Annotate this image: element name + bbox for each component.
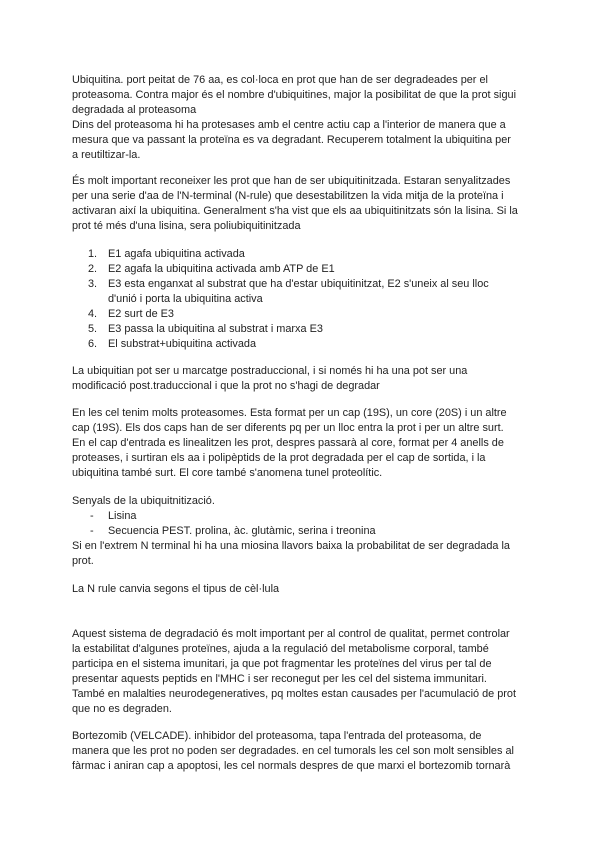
paragraph-n-rule <box>72 174 534 234</box>
paragraph-n-rule-cell <box>72 582 534 597</box>
text-line: modificació post.traduccional i que la prot no s'hagi de degradar <box>72 380 380 392</box>
text-line: presentar aquests peptids en l'MHC i ser reconegut per les cel del sistema immunitari. <box>72 673 487 685</box>
text-line: proteasoma. Contra major és el nombre d'ubiquitines, major la posibilitat de que la prot sigui <box>72 89 516 101</box>
text-line: a reutiltizar-la. <box>72 149 141 161</box>
paragraph-ubiquitina <box>72 73 534 163</box>
text-line: Si en l'extrem N terminal hi ha una miosina llavors baixa la probabilitat de ser degradada la <box>72 540 510 552</box>
list-item <box>72 509 534 524</box>
text-line: activaran així la ubiquitina. Generalment s'ha vist que els aa ubiquitinitzats són la lisina. Si la <box>72 205 518 217</box>
list-item <box>72 337 534 352</box>
list-item <box>72 277 534 307</box>
text-line: Ubiquitina. port peitat de 76 aa, es col·loca en prot que han de ser degradeades per el <box>72 74 488 86</box>
list-number: 3. <box>88 278 98 290</box>
text-line: participa en el sistema imunitari, ja que pot fragmentar les proteïnes del virus per tal de <box>72 658 492 670</box>
text-line: En les cel tenim molts proteasomes. Esta format per un cap (19S), un core (20S) i un altre <box>72 407 507 419</box>
list-item <box>72 247 534 262</box>
list-number: 6. <box>88 338 98 350</box>
text-line: També en malalties neurodegeneratives, pq moltes estan causades per l'acumulació de prot <box>72 688 517 700</box>
text-line: És molt important reconeixer les prot que han de ser ubiquitinitzada. Estaran senyalitzades <box>72 175 511 187</box>
text-line: Aquest sistema de degradació és molt important per al control de qualitat, permet controlar <box>72 628 510 640</box>
text-line: prot. <box>72 555 94 567</box>
section-senyals <box>72 494 534 569</box>
text-line: que no es degraden. <box>72 703 172 715</box>
paragraph-bortezomib <box>72 729 534 774</box>
text-line: Dins del proteasoma hi ha protesases amb el centre actiu cap a l'interior de manera que a <box>72 119 506 131</box>
text-line: proteases, i surtiran els aa i polipèptids de la prot degradada per el cap de sortida, i la <box>72 452 486 464</box>
text-line: per una serie d'aa de l'N-terminal (N-rule) que desestabilitzen la vida mitja de la proteïna i <box>72 190 504 202</box>
list-item-text: El substrat+ubiquitina activada <box>108 338 257 350</box>
list-item-text: Lisina <box>108 510 137 522</box>
list-item-text: E2 surt de E3 <box>108 308 174 320</box>
text-line: degradada al proteasoma <box>72 104 197 116</box>
list-item-text: E1 agafa ubiquitina activada <box>108 248 245 260</box>
list-number: 1. <box>88 248 98 260</box>
list-item-text: E3 esta enganxat al substrat que ha d'estar ubiquitinitzat, E2 s'uneix al seu lloc <box>108 278 489 290</box>
list-number: 4. <box>88 308 98 320</box>
text-line: cap (19S). Els dos caps han de ser diferents pq per un lloc entra la prot i per un altre surt. <box>72 422 504 434</box>
text-line: En el cap d'entrada es linealitzen les prot, despres passarà al core, format per 4 anells de <box>72 437 504 449</box>
list-item-text: E3 passa la ubiquitina al substrat i marxa E3 <box>108 323 323 335</box>
list-item <box>72 262 534 277</box>
text-line: mesura que va passant la proteïna es va degradant. Recuperem totalment la ubiquitina per <box>72 134 511 146</box>
dash-bullet: - <box>90 510 94 522</box>
list-number: 5. <box>88 323 98 335</box>
list-item-text: E2 agafa la ubiquitina activada amb ATP de E1 <box>108 263 335 275</box>
dash-bullet: - <box>90 525 94 537</box>
text-line: manera que les prot no poden ser degradades. en cel tumorals les cel son molt sensibles al <box>72 745 514 757</box>
list-item <box>72 524 534 539</box>
text-line: La ubiquitian pot ser u marcatge postraduccional, i si només hi ha una pot ser una <box>72 365 468 377</box>
text-line: Bortezomib (VELCADE). inhibidor del proteasoma, tapa l'entrada del proteasoma, de <box>72 730 482 742</box>
text-line: prot té més d'una lisina, sera poliubiquitinitzada <box>72 220 301 232</box>
section-title: Senyals de la ubiquitnitizació. <box>72 495 215 507</box>
numbered-steps-list <box>72 247 534 352</box>
list-item-text: d'unió i porta la ubiquitina activa <box>108 293 263 305</box>
list-item-text: Secuencia PEST. prolina, àc. glutàmic, serina i treonina <box>108 525 376 537</box>
list-number: 2. <box>88 263 98 275</box>
text-line: ubiquitina també surt. El core també s'anomena tunel proteolític. <box>72 467 383 479</box>
text-line: fàrmac i aniran cap a apoptosi, les cel normals despres de que marxi el bortezomib tornarà <box>72 760 511 772</box>
paragraph-control-qualitat <box>72 627 534 717</box>
text-line: La N rule canvia segons el tipus de cèl·lula <box>72 583 280 595</box>
list-item <box>72 322 534 337</box>
paragraph-marcatge <box>72 364 534 394</box>
list-item <box>72 307 534 322</box>
paragraph-proteasomes <box>72 406 534 481</box>
text-line: la estabilitat d'algunes proteïnes, ajuda a la regulació del metabolisme corporal, també <box>72 643 489 655</box>
